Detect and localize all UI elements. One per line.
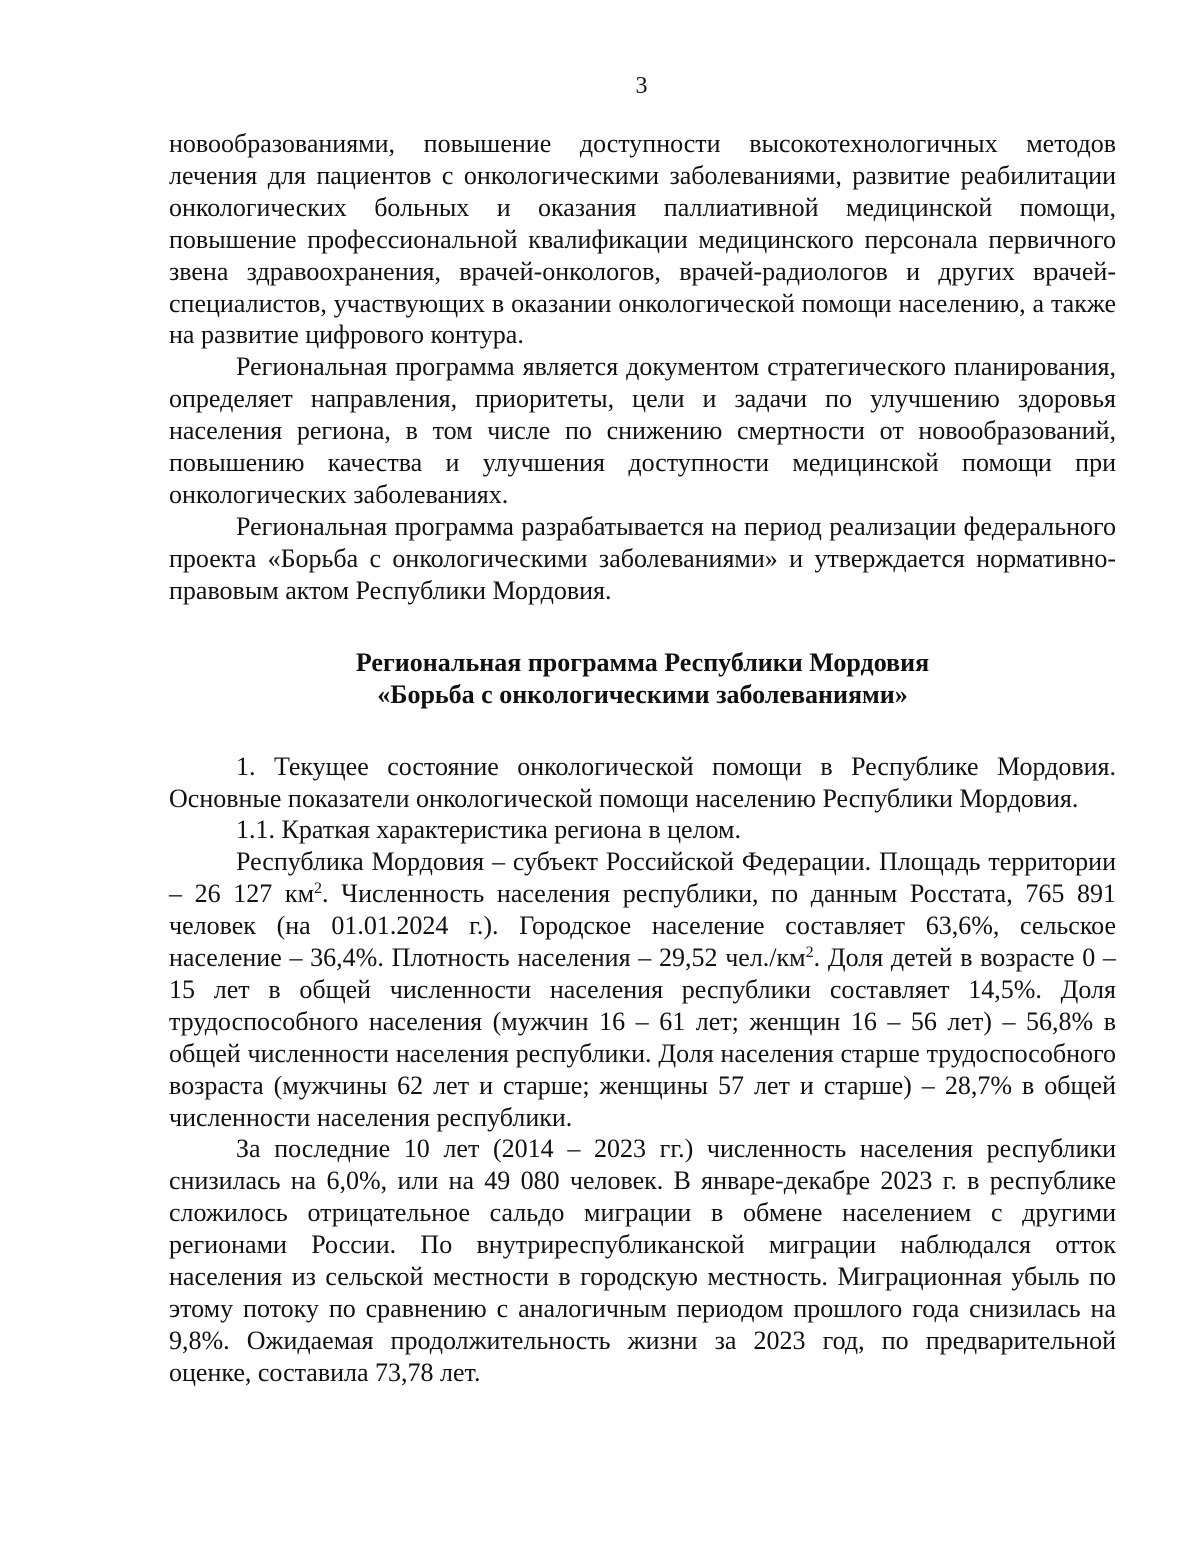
program-heading-line-2: «Борьба с онкологическими заболеваниями»: [377, 679, 908, 709]
region-text-part-3: . Доля детей в возрасте 0 – 15 лет в общей численности населения республики составляет 14,5%. Доля трудоспособного населения (мужчин 16 – 61 лет; женщин 16 – 56 лет) – 56,8% в общей численности населения республики. Доля населения старше трудоспособного возраста (мужчины 62 лет и старше; женщины 57 лет и старше) – 28,7% в общей численности населения республики.: [169, 943, 1116, 1132]
superscript-squared-2: 2: [805, 944, 814, 962]
section-1-title: 1. Текущее состояние онкологической помощи в Республике Мордовия. Основные показатели онкологической помощи населению Республики Мордовия.: [169, 751, 1116, 813]
superscript-squared-1: 2: [314, 880, 323, 898]
page-number: 3: [635, 73, 648, 99]
program-heading-line-1: Региональная программа Республики Мордовия: [355, 647, 930, 677]
region-text-part-1: Республика Мордовия – субъект Российской Федерации. Площадь территории – 26 127 км: [169, 847, 1116, 909]
subsection-1-1-title: 1.1. Краткая характеристика региона в целом.: [236, 815, 741, 845]
paragraph-population-dynamics: За последние 10 лет (2014 – 2023 гг.) численность населения республики снизилась на 6,0%, или на 49 080 человек. В январе-декабре 2023 г. в республике сложилось отрицательное сальдо миграции в обмене населением с другими регионами России. По внутриреспубликанской миграции наблюдался отток населения из сельской местности в городскую местность. Миграционная убыль по этому потоку по сравнению с аналогичным периодом прошлого года снизилась на 9,8%. Ожидаемая продолжительность жизни за 2023 год, по предварительной оценке, составила 73,78 лет.: [169, 1134, 1116, 1387]
program-heading: [169, 647, 1116, 711]
document-body: [169, 128, 1116, 1389]
region-text-part-2: . Численность населения республики, по данным Росстата, 765 891 человек (на 01.01.2024 г.). Городское население составляет 63,6%, сельское население – 36,4%. Плотность населения – 29,52 чел./км: [169, 879, 1116, 973]
paragraph-program-period: Региональная программа разрабатывается на период реализации федерального проекта «Борьба с онкологическими заболеваниями» и утверждается нормативно-правовым актом Республики Мордовия.: [169, 511, 1116, 605]
paragraph-program-definition: Региональная программа является документом стратегического планирования, определяет направления, приоритеты, цели и задачи по улучшению здоровья населения региона, в том числе по снижению смертности от новообразований, повышению качества и улучшения доступности медицинской помощи при онкологических заболеваниях.: [169, 352, 1116, 509]
paragraph-intro-continuation: новообразованиями, повышение доступности высокотехнологичных методов лечения для пациентов с онкологическими заболеваниями, развитие реабилитации онкологических больных и оказания паллиативной медицинской помощи, повышение профессиональной квалификации медицинского персонала первичного звена здравоохранения, врачей-онкологов, врачей-радиологов и других врачей-специалистов, участвующих в оказании онкологической помощи населению, а также на развитие цифрового контура.: [169, 129, 1116, 350]
paragraph-region-characteristics: [169, 846, 1116, 1133]
